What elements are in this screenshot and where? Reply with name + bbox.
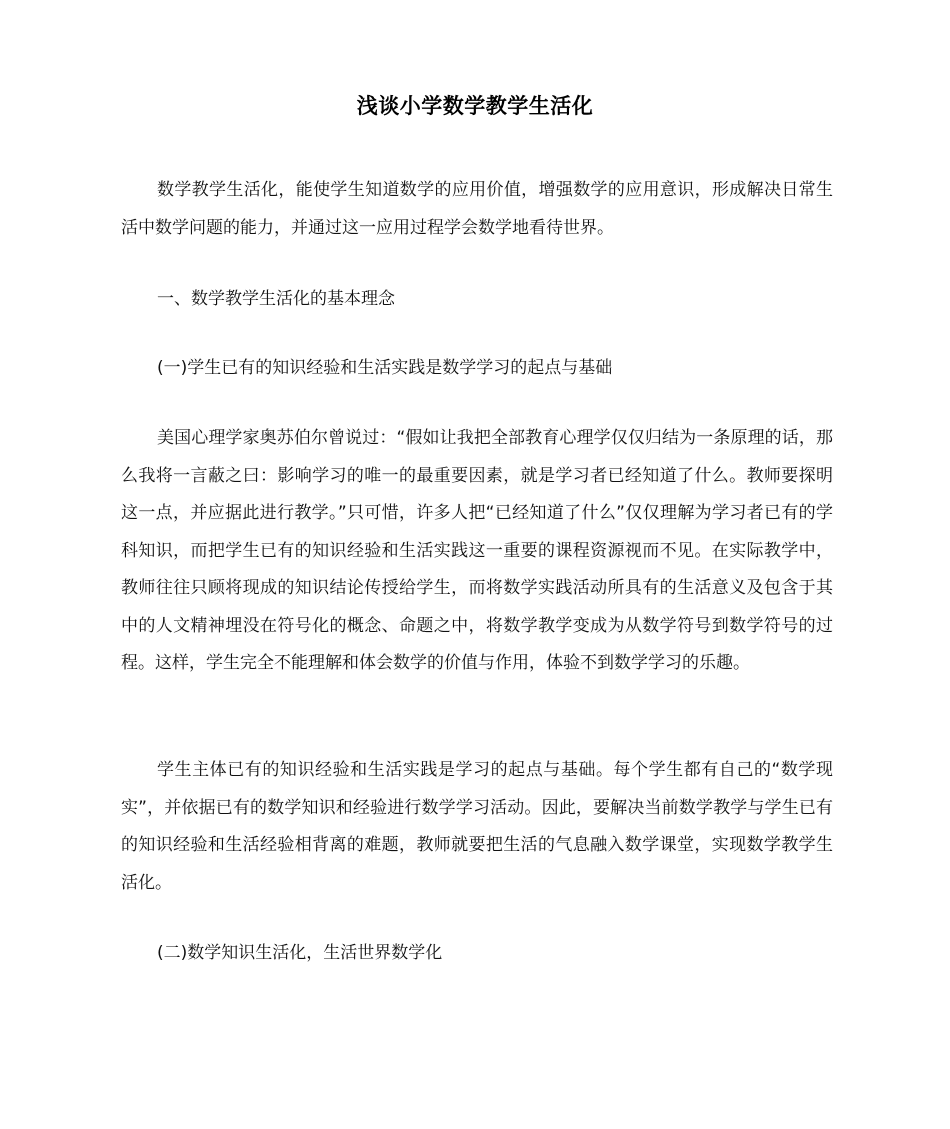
subsection-heading-2: (二)数学知识生活化，生活世界数学化	[157, 943, 443, 963]
paragraph-intro: 数学教学生活化，能使学生知道数学的应用价值，增强数学的应用意识，形成解决日常生活中数学问题的能力，并通过这一应用过程学会数学地看待世界。	[121, 180, 833, 238]
subsection-heading-1: (一)学生已有的知识经验和生活实践是数学学习的起点与基础	[157, 358, 613, 378]
paragraph-student-foundation: 学生主体已有的知识经验和生活实践是学习的起点与基础。每个学生都有自己的“数学现实”，并依据已有的数学知识和经验进行数学学习活动。因此，要解决当前数学教学与学生已有的知识经验和生活经验相背离的难题，教师就要把生活的气息融入数学课堂，实现数学教学生活化。	[121, 760, 833, 893]
paragraph-ausubel-quote: 美国心理学家奥苏伯尔曾说过：“假如让我把全部教育心理学仅仅归结为一条原理的话，那么我将一言蔽之曰：影响学习的唯一的最重要因素，就是学习者已经知道了什么。教师要探明这一点，并应据此进行教学。”只可惜，许多人把“已经知道了什么”仅仅理解为学习者已有的学科知识，而把学生已有的知识经验和生活实践这一重要的课程资源视而不见。在实际教学中，教师往往只顾将现成的知识结论传授给学生，而将数学实践活动所具有的生活意义及包含于其中的人文精神埋没在符号化的概念、命题之中，将数学教学变成为从数学符号到数学符号的过程。这样，学生完全不能理解和体会数学的价值与作用，体验不到数学学习的乐趣。	[121, 428, 833, 673]
section-heading-1: 一、数学教学生活化的基本理念	[157, 289, 395, 309]
document-title: 浅谈小学数学教学生活化	[356, 94, 594, 118]
